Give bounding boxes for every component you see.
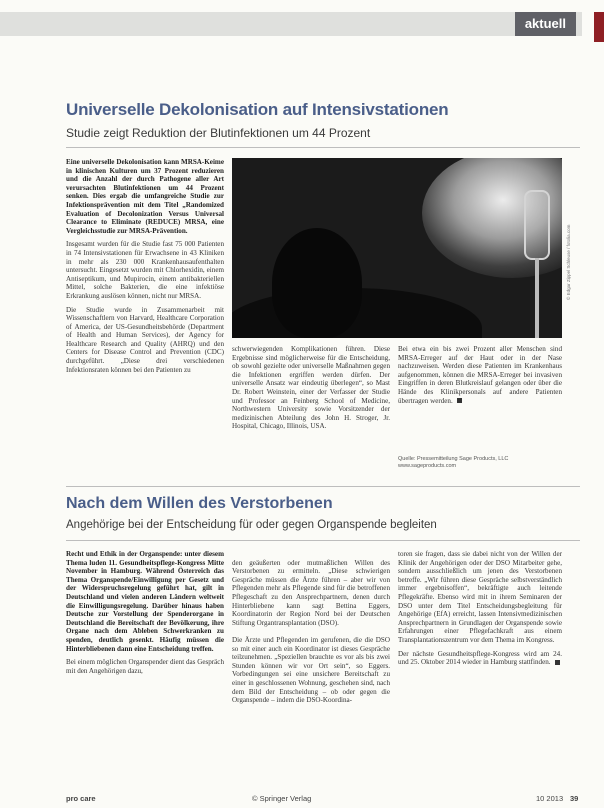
article2-column-3 <box>398 550 562 782</box>
divider <box>66 147 580 148</box>
article1-column-1 <box>66 158 224 458</box>
article-photo <box>232 158 562 338</box>
footer-publisher: © Springer Verlag <box>252 794 312 803</box>
article1-lead: Eine universelle Dekolonisation kann MRSA-Keime in klinischen Kulturen um 37 Prozent reduzieren und die Anzahl der durch Pathogene aller Art verursachten Blutinfektionen um 44 Prozent senken. Dies ergab die umfangreiche Studie zur Infektionsprävention mit dem Titel „Randomized Evaluation of Decolonization Versus Universal Clearance to Eliminate (REDUCE) MRSA, eine Vergleichsstudie zur MRSA-Prävention. <box>66 158 224 235</box>
article2-subtitle: Angehörige bei der Entscheidung für oder gegen Organspende begleiten <box>66 519 437 531</box>
header-band <box>0 12 582 36</box>
footer-magazine: pro care <box>66 794 96 803</box>
article2-paragraph: toren sie fragen, dass sie dabei nicht von der Willen der Klinik der Angehörigen oder der DSO Mitarbeiter gehe, sondern ausschließlich um jenen des Verstorbenen betreffe. „Wir führen diese Gespräche selbstverständlich immer ergebnisoffen“, bekräftigte auch leitende Pflegekräfte. Ebenso wird mit in ihrem Seminaren der DSO unter dem Titel Entscheidungsbegleitung für Angehörige (EfA) erreicht, lassen Intensivmedizinischen Ansprechpartnern in Grundlagen der Organspende sowie Erfahrungen einer Pflegefachkraft aus einem Transplantationszentrum vor dem Thema im Kongress. <box>398 550 562 644</box>
article1-column-3 <box>398 345 562 445</box>
article1-subtitle: Studie zeigt Reduktion der Blutinfektionen um 44 Prozent <box>66 126 371 140</box>
article1-title: Universelle Dekolonisation auf Intensivstationen <box>66 100 449 119</box>
page-edge-marker <box>594 12 604 42</box>
photo-credit: © Edgar Zippel Schleuse / fotolia.com <box>566 224 571 300</box>
article1-paragraph: Bei etwa ein bis zwei Prozent aller Menschen sind MRSA-Erreger auf der Haut oder in der Nase nachzuweisen. Werden diese Patienten im Krankenhaus aufgenommen, können die MRSA-Erreger bei invasiven Eingriffen in deren Blutkreislauf gelangen oder über die Hände des Klinikpersonals auf andere Patienten übertragen werden. <box>398 345 562 405</box>
footer-issue: 10 2013 <box>536 794 564 803</box>
end-mark-icon <box>457 398 462 403</box>
infusion-tube <box>535 258 539 338</box>
article1-paragraph: Die Studie wurde in Zusammenarbeit mit Wissenschaftlern von Harvard, Healthcare Corporation of America, der US-Gesundheitsbehörde (Department of Health and Human Services), der Agency for Healthcare Research and Quality (AHRQ) und den Centers for Disease Control and Prevention (CDC) durchgeführt. „Diese drei verschiedenen Infektionsraten können bei den Patienten zu <box>66 305 224 374</box>
article2-title: Nach dem Willen des Verstorbenen <box>66 495 333 512</box>
article2-column-2 <box>232 550 390 782</box>
infusion-bottle <box>524 190 550 260</box>
article2-paragraph: Bei einem möglichen Organspender dient das Gespräch mit den Angehörigen dazu, <box>66 658 224 675</box>
divider <box>66 486 580 487</box>
article2-column-1 <box>66 550 224 782</box>
article1-paragraph: schwerwiegenden Komplikationen führen. Diese Ergebnisse sind möglicherweise für die Entscheidung, ob sowohl gezielte oder universelle Maßnahmen gegen die Infektionen ergriffen werden dürfen. Der universelle Ansatz war eindeutig überlegen“, so Mast Dr. Robert Weinstein, einer der Verfasser der Studie und Professor an Feinberg School of Medicine, Northwestern University sowie Vorsitzender der medizinischen Abteilung des John H. Stroger, Jr. Hospital, Chicago, Illinois, USA. <box>232 345 390 431</box>
silhouette-head <box>272 228 362 338</box>
article2-paragraph: den geäußerten oder mutmaßlichen Willen des Verstorbenen zu ermitteln. „Diese schwierigen Gespräche müssen die Ärzte führen – aber wir von Pflegenden mehr als Pflegende sind für die betroffenen Pflegeschaft zu den Ansprechpartnern, denen durch Hinterbliebene kann sagt Bettina Eggers, Koordinatorin der Region Nord bei der Deutschen Stiftung Organtransplantation (DSO). Die Ärzte und Pflegenden im gerufenen, die die DSO so mit einer auch ein Koordinator ist dieses Gespräche teilzunehmen. „Speziellen brauchte es vor als bis zwei Stunden können wir vor Ort sein“, so Eggers. Vorbedingungen sei eine unsichere Bereitschaft zu einer in geschlossenen Wohnung, geschehen sind, nach dem Bild der Entscheidung – ob oder gegen die Organspende – indem die DSO-Koordina- <box>232 558 390 705</box>
divider <box>66 540 580 541</box>
article1-paragraph: Insgesamt wurden für die Studie fast 75 000 Patienten in 74 Intensivstationen für Erwachsene in 43 Kliniken in mehr als 230 000 Krankenhausaufenthalten untersucht. Eingesetzt wurden mit Chlorhexidin, einem Antiseptikum, und Mupirocin, einem antibakteriellen Mittel, solche Bakterien, die eine infektiöse Erkrankung auslösen können, nicht nur MRSA. <box>66 240 224 300</box>
article1-column-2 <box>232 345 390 458</box>
end-mark-icon <box>555 660 560 665</box>
article2-lead: Recht und Ethik in der Organspende: unter diesem Thema luden 11. Gesundheitspflege-Kongress Mitte November in Hamburg. Während Österreich das Thema Organspende/Einwilligung per Gesetz und der Widerspruchsregelung geführt hat, gilt in Deutschland und vielen anderen Ländern weltweit die Einwilligungsregelung. Darüber hinaus haben Deutsche zur Vorstellung der Spenderorgane in Deutschland die Bereitschaft der Bevölkerung, ihre Organe nach dem Ableben Schwerkranken zu spenden, deutlich gesenkt. Häufig müssen die Hinterbliebenen dann eine Entscheidung treffen. <box>66 550 224 653</box>
article1-source: Quelle: Pressemitteilung Sage Products, LLC www.sageproducts.com <box>398 456 509 469</box>
page-number: 39 <box>570 794 579 803</box>
section-tag: aktuell <box>515 12 576 36</box>
article2-paragraph: Der nächste Gesundheitspflege-Kongress wird am 24. und 25. Oktober 2014 wieder in Hamburg stattfinden. <box>398 649 562 667</box>
